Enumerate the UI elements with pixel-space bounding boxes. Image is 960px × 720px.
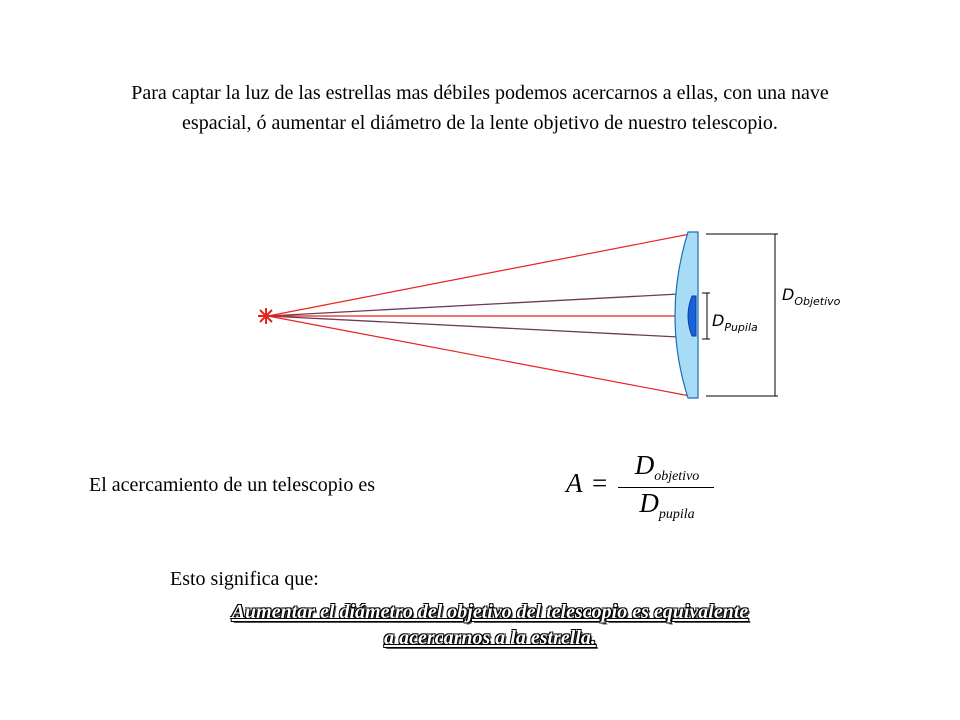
conclusion-line-1: Aumentar el diámetro del objetivo del telescopio es equivalente (231, 601, 749, 623)
formula-denominator: $D_{pupila}$ (639, 488, 695, 522)
formula-equals: = (592, 468, 608, 498)
meaning-intro: Esto significa que: (170, 568, 319, 590)
conclusion-line-2: a acercarnos a la estrella. (384, 627, 596, 649)
inner-ray-bottom (268, 316, 698, 338)
intro-paragraph: Para captar la luz de las estrellas mas débiles podemos acercarnos a ellas, con una nave espacial, ó aumentar el diámetro de la lente objetivo de nuestro telescopio. (131, 82, 829, 134)
pupil-dimension (702, 293, 710, 339)
objective-label: $D_{Objetivo}$ (782, 285, 841, 308)
formula-intro-text: El acercamiento de un telescopio es (89, 474, 375, 496)
outer-ray-top (268, 234, 690, 316)
pupil-label: $D_{Pupila}$ (712, 311, 758, 334)
outer-ray-bottom (268, 316, 690, 396)
inner-ray-top (268, 293, 698, 316)
formula-lhs: A (566, 468, 583, 498)
conclusion-text (130, 599, 850, 651)
magnification-formula (566, 450, 726, 522)
formula-fraction (616, 450, 718, 522)
formula-numerator: $D_{objetivo}$ (634, 450, 700, 484)
